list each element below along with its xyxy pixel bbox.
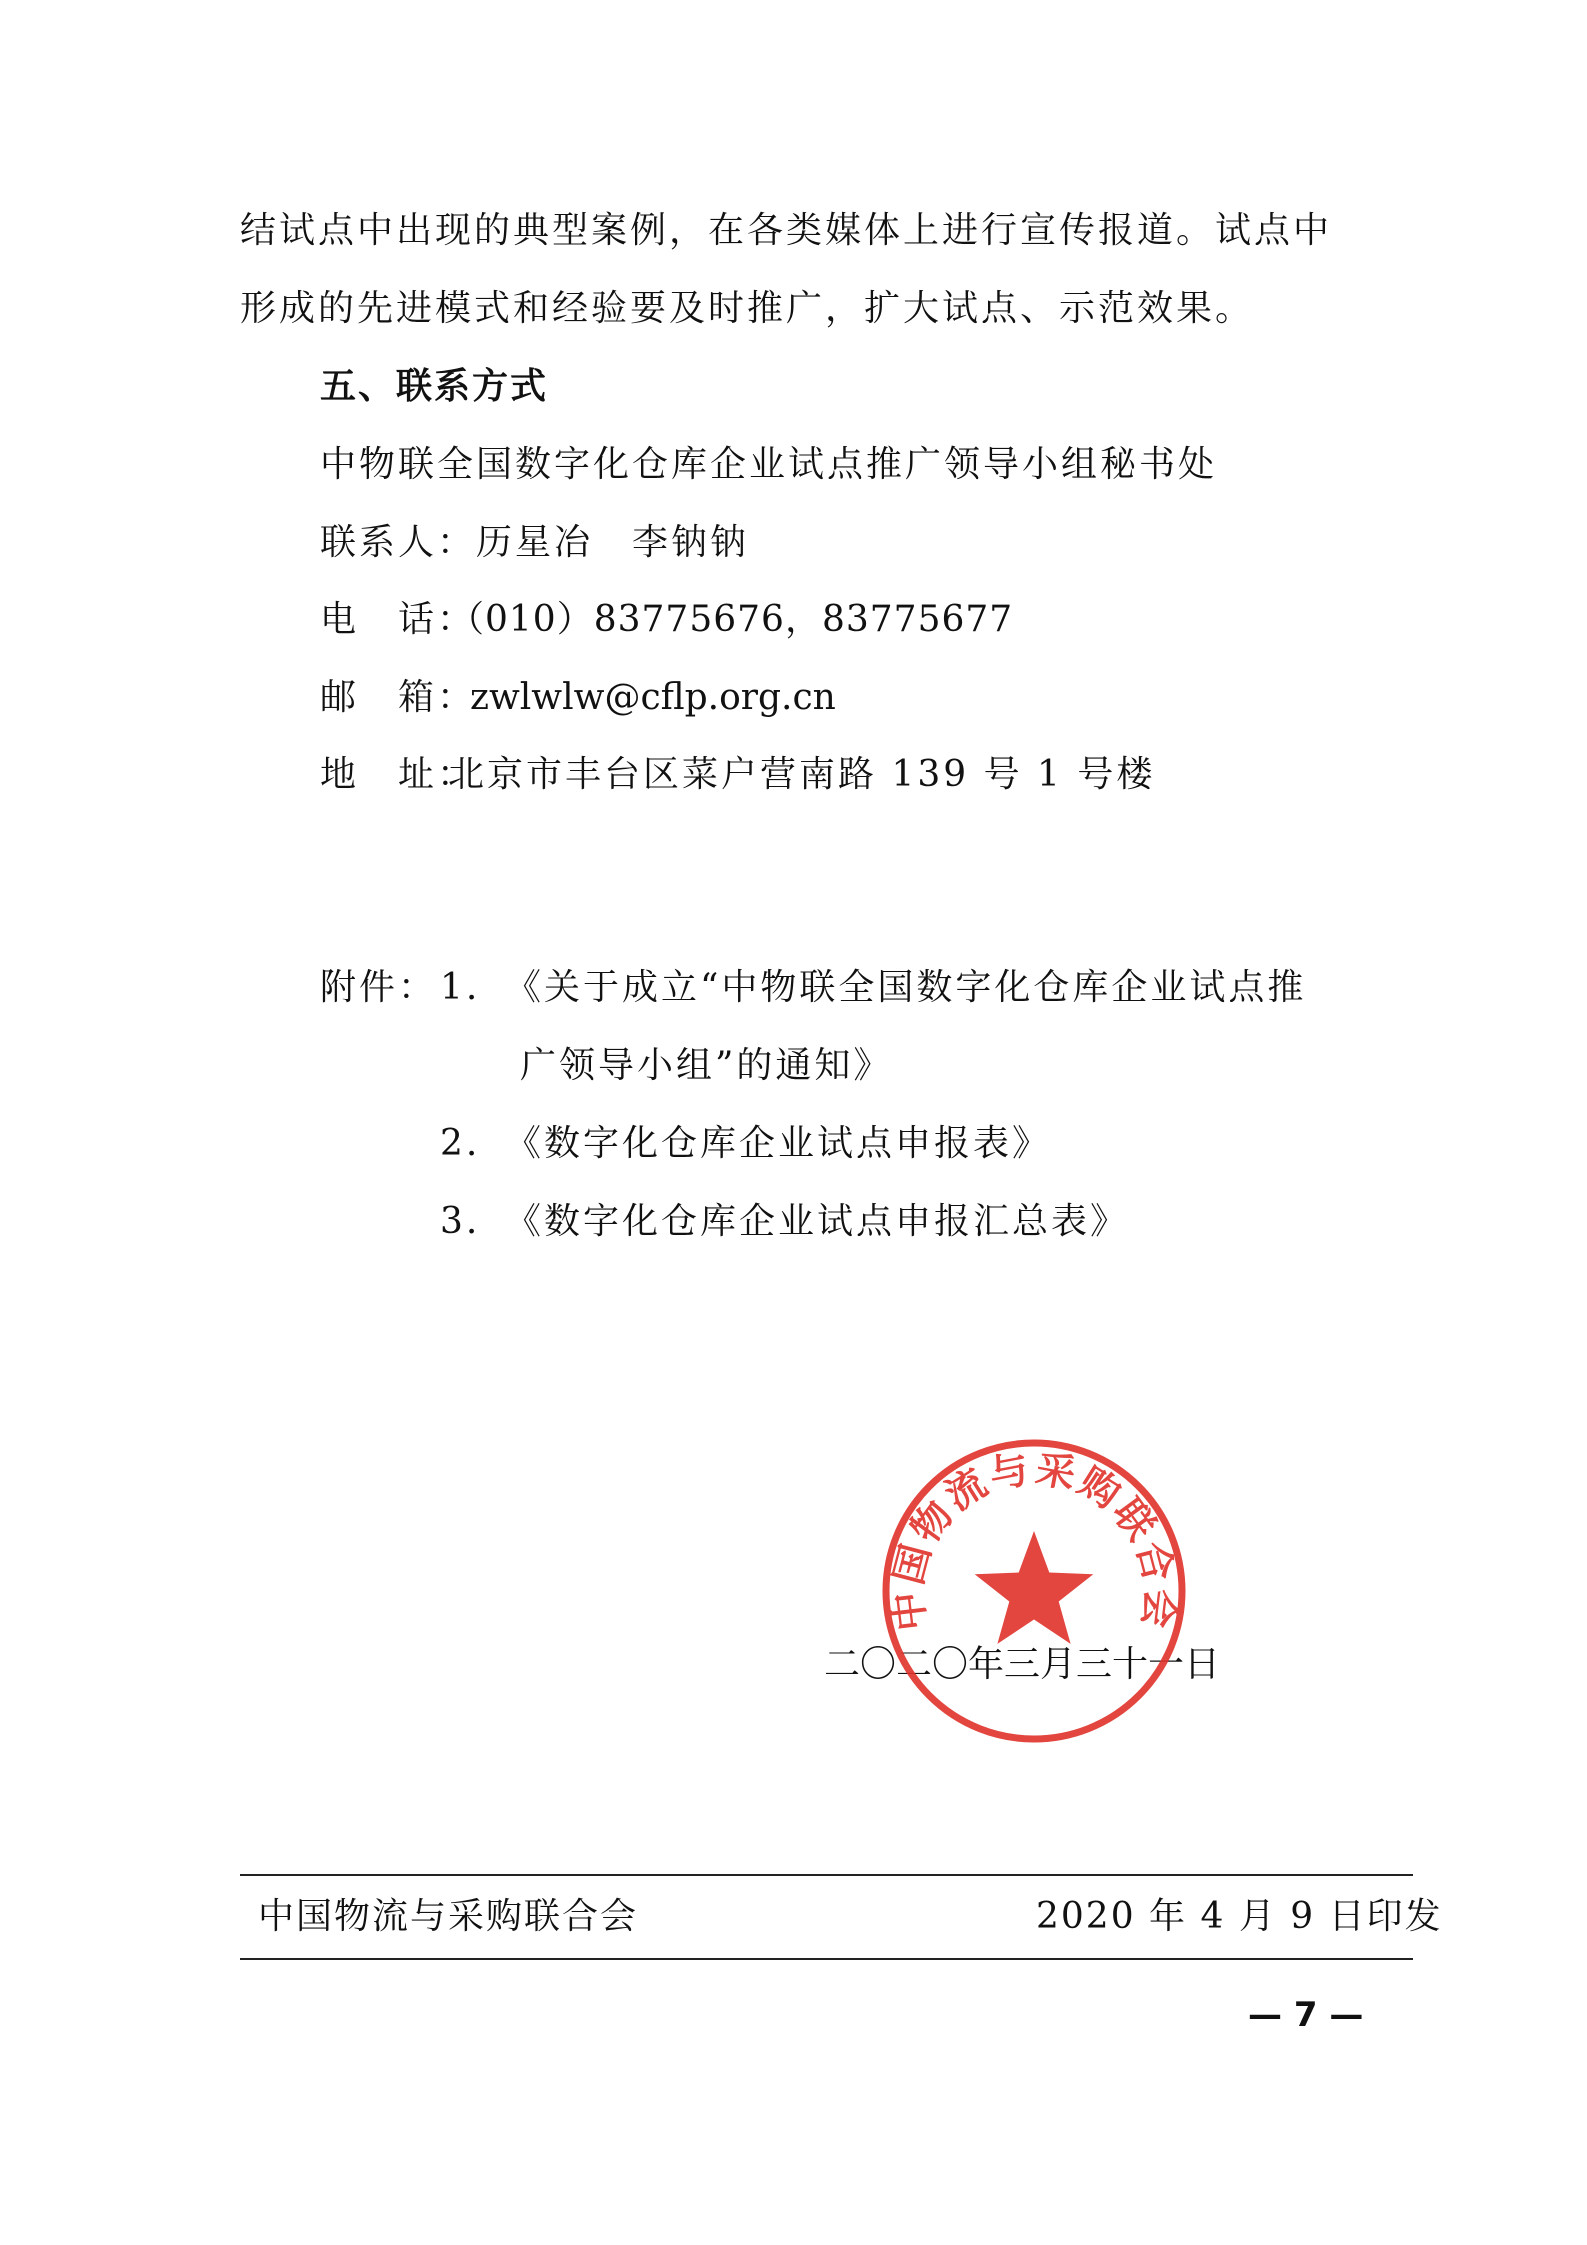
official-seal: [878, 1435, 1190, 1747]
address-value: 北京市丰台区菜户营南路 139 号 1 号楼: [448, 754, 1156, 795]
email-label: 邮 箱：: [320, 677, 477, 718]
org-name: 中物联全国数字化仓库企业试点推广领导小组秘书处: [320, 444, 1218, 485]
footer-bottom-rule: [240, 1958, 1413, 1960]
section-heading: 五、联系方式: [320, 366, 549, 407]
official-seal-graphic: [878, 1435, 1190, 1747]
footer-top-rule: [240, 1874, 1413, 1876]
phone-row: [320, 598, 1013, 642]
phone-label: 电 话：: [320, 599, 477, 640]
email-row: [320, 676, 836, 720]
email-value: zwlwlw@cflp.org.cn: [470, 677, 836, 718]
attachment-number: 2.: [440, 1123, 481, 1164]
footer-issuer: 中国物流与采购联合会: [258, 1896, 639, 1937]
page-number: — 7 —: [1248, 1995, 1364, 2035]
footer-issue-date: 2020 年 4 月 9 日印发: [1036, 1896, 1443, 1937]
attachment-title: 《数字化仓库企业试点申报汇总表》: [505, 1201, 1130, 1242]
address-label: 地 址：: [320, 754, 477, 795]
attachment-title: 《关于成立“中物联全国数字化仓库企业试点推: [505, 967, 1307, 1008]
contact-person: 联系人：历星冶 李钠钠: [320, 522, 750, 563]
attachment-title: 广领导小组”的通知》: [520, 1045, 893, 1086]
attachment-number: 3.: [440, 1201, 481, 1242]
attachment-title: 《数字化仓库企业试点申报表》: [505, 1123, 1052, 1164]
attachment-number: 1.: [440, 967, 481, 1008]
paragraph-line: 结试点中出现的典型案例，在各类媒体上进行宣传报道。试点中: [240, 210, 1333, 251]
seal-star-icon: [975, 1531, 1094, 1644]
address-row: [320, 753, 1155, 797]
paragraph-line: 形成的先进模式和经验要及时推广，扩大试点、示范效果。: [240, 288, 1255, 329]
signature-date: 二〇二〇年三月三十一日: [824, 1644, 1221, 1685]
seal-text-path: 中国物流与采购联合会: [884, 1445, 1184, 1634]
phone-value: （010）83775676，83775677: [448, 599, 1014, 640]
attachments-label: 附件：: [320, 967, 438, 1008]
